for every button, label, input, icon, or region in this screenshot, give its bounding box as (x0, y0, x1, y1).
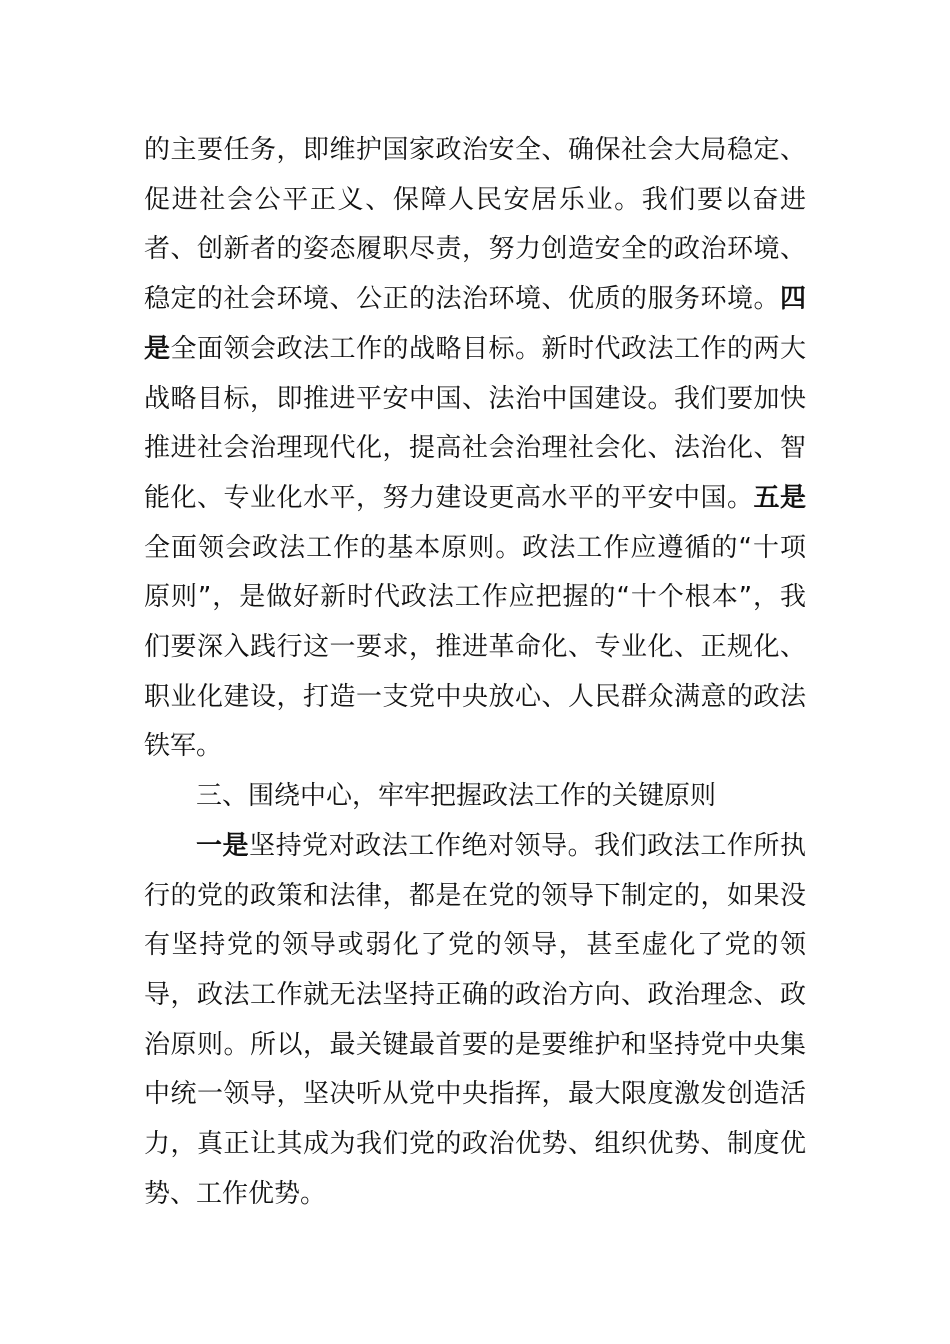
paragraph-text: 全面领会政法工作的战略目标。新时代政法工作的两大战略目标，即推进平安中国、法治中国建设。我们要加快推进社会治理现代化，提高社会治理社会化、法治化、智能化、专业化水平，努力建设更高水平的平安中国。 (144, 333, 806, 513)
paragraph-text: 的主要任务，即维护国家政治安全、确保社会大局稳定、促进社会公平正义、保障人民安居乐业。我们要以奋进者、创新者的姿态履职尽责，努力创造安全的政治环境、稳定的社会环境、公正的法治环境、优质的服务环境。 (144, 135, 806, 315)
paragraph-text: 全面领会政法工作的基本原则。政法工作应遵循的“十项原则”，是做好新时代政法工作应把握的“十个根本”，我们要深入践行这一要求，推进革命化、专业化、正规化、职业化建设，打造一支党中央放心、人民群众满意的政法铁军。 (144, 532, 806, 762)
paragraph-continuation (144, 126, 806, 772)
paragraph-principle-one (144, 822, 806, 1220)
section-heading: 三、围绕中心，牢牢把握政法工作的关键原则 (196, 781, 717, 812)
bold-lead-four: 四是 (144, 284, 806, 364)
bold-lead-five: 五是 (753, 482, 806, 513)
paragraph-text: 坚持党对政法工作绝对领导。我们政法工作所执行的党的政策和法律，都是在党的领导下制定的，如果没有坚持党的领导或弱化了党的领导，甚至虚化了党的领导，政法工作就无法坚持正确的政治方向、政治理念、政治原则。所以，最关键最首要的是要维护和坚持党中央集中统一领导，坚决听从党中央指挥，最大限度激发创造活力，真正让其成为我们党的政治优势、组织优势、制度优势、工作优势。 (144, 830, 806, 1209)
bold-lead-one: 一是 (196, 830, 250, 861)
document-body (144, 126, 806, 1219)
